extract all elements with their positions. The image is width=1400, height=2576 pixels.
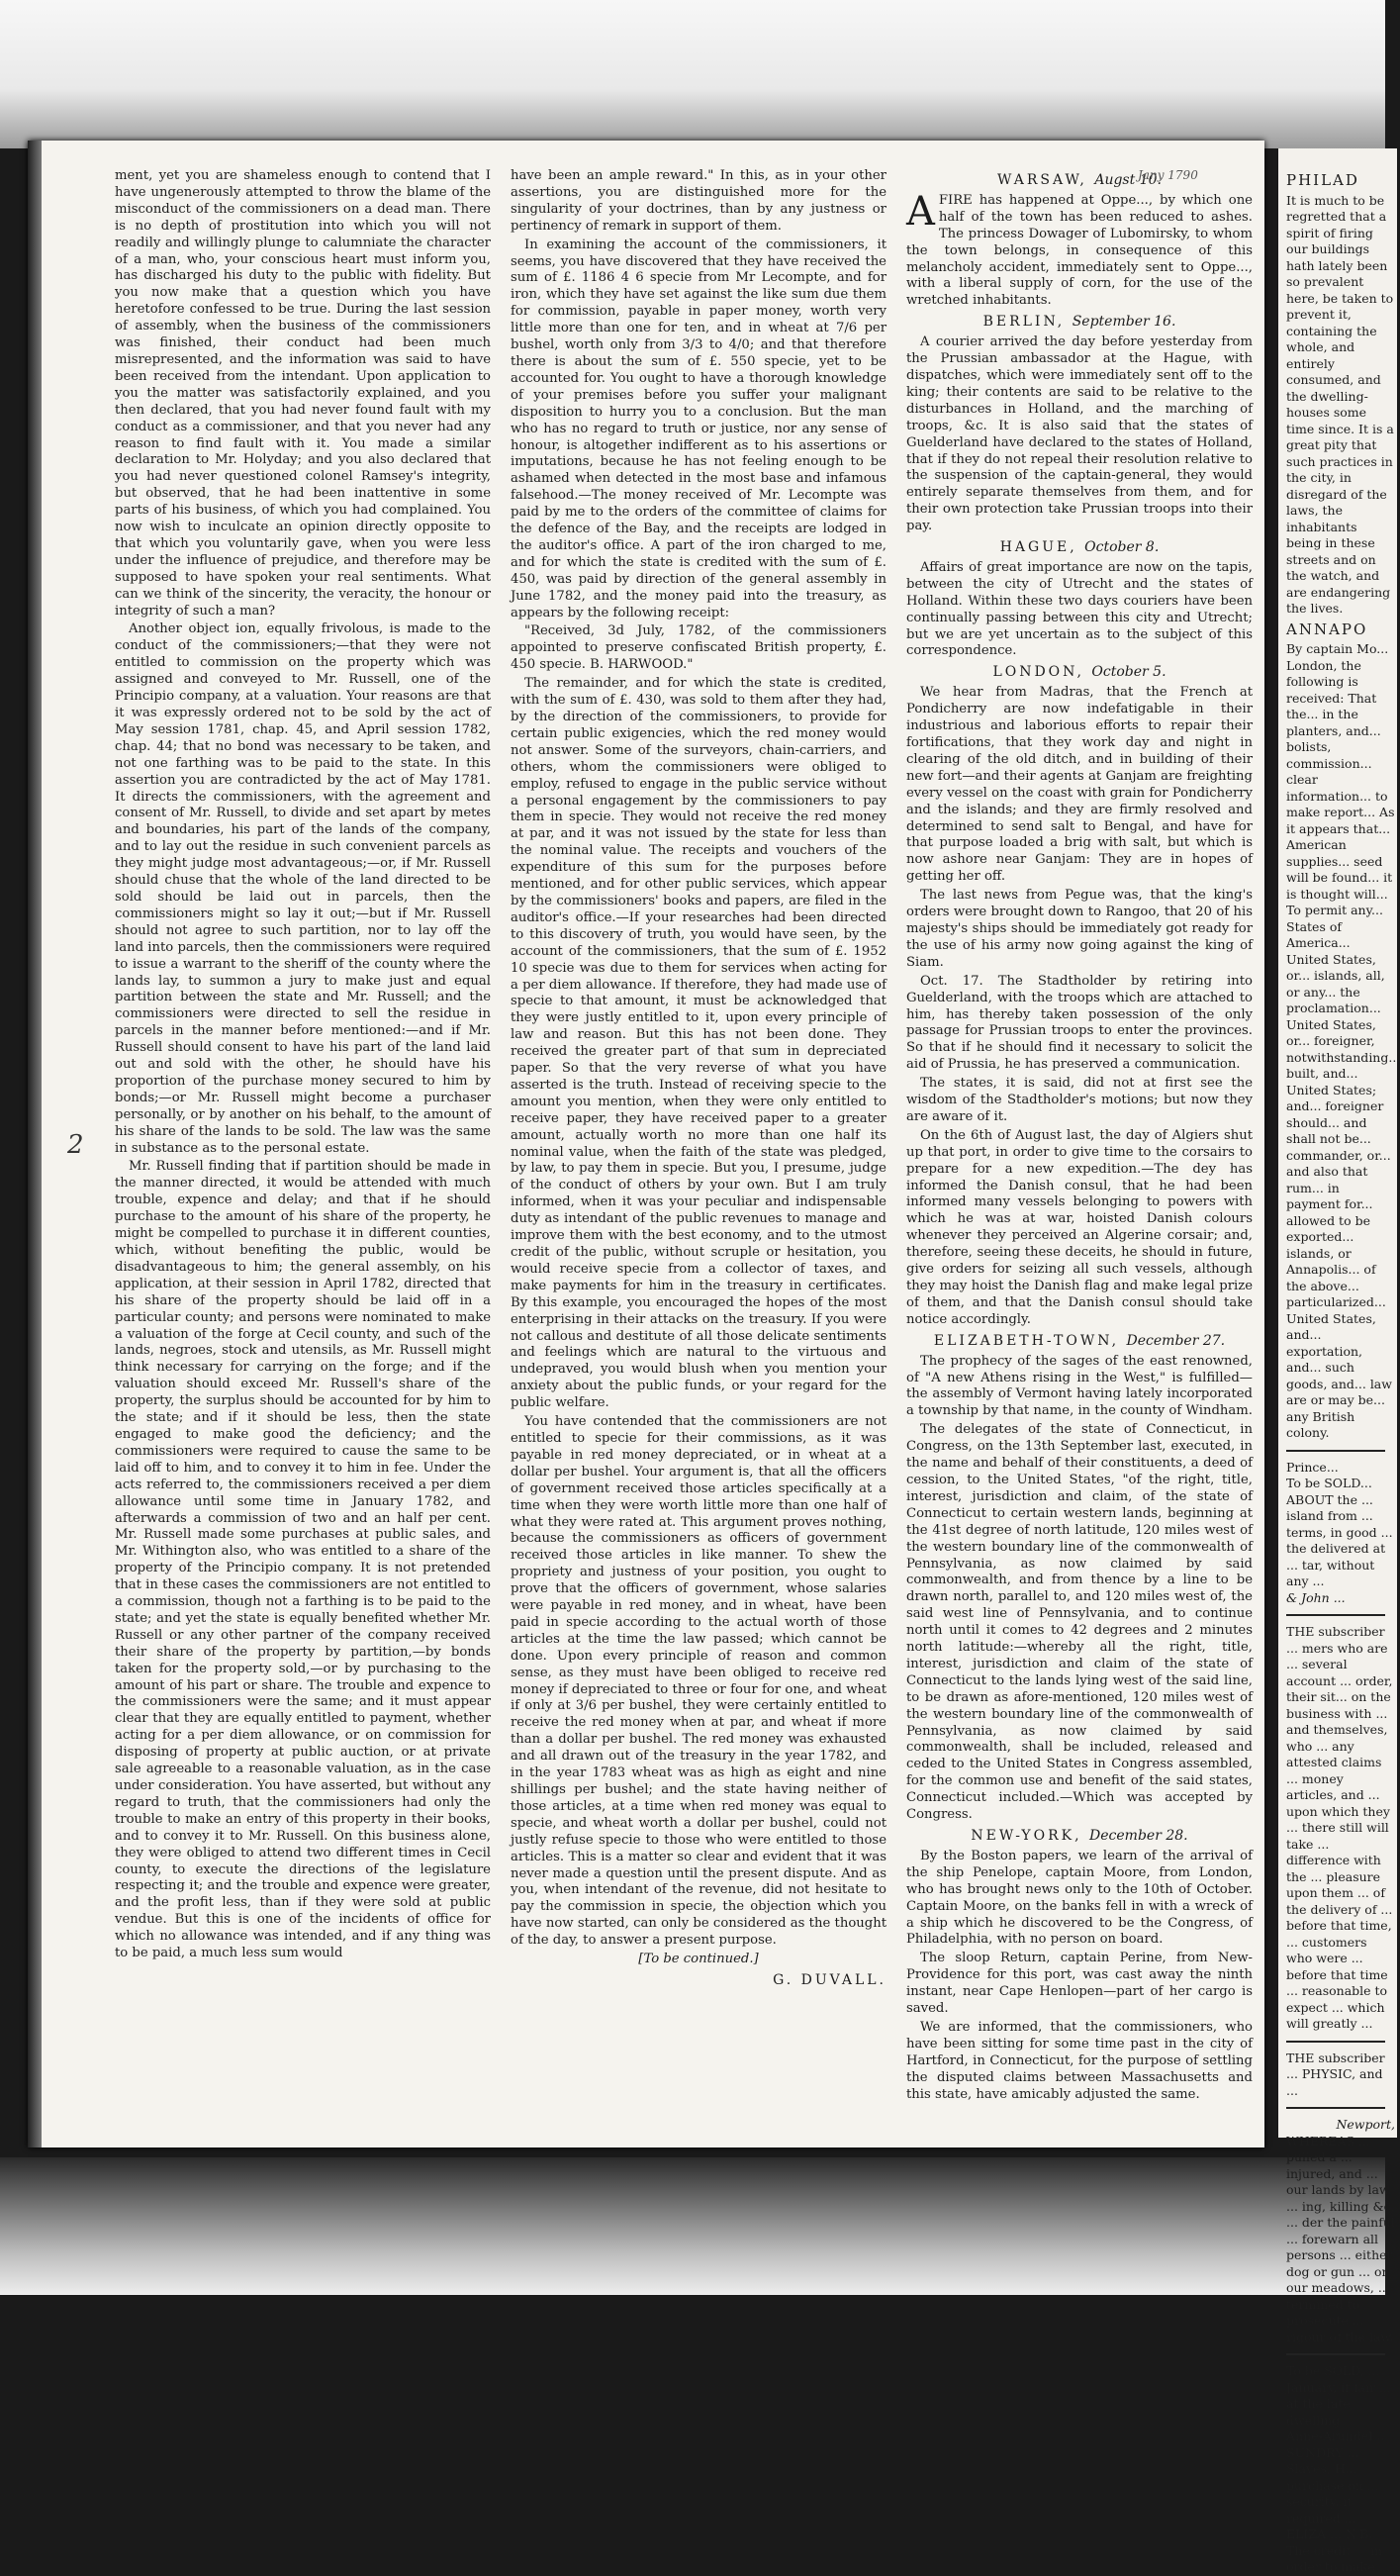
column-3 <box>906 168 1253 2106</box>
paragraph: THE subscriber ... PHYSIC, and ... <box>1286 2050 1385 2098</box>
paragraph: Prince... <box>1286 1459 1339 1475</box>
date: December 27. <box>1126 1332 1226 1349</box>
place: HAGUE, <box>999 539 1077 556</box>
heading: ANNAPO <box>1286 620 1368 638</box>
connecticut-article: The delegates of the state of Connecticut, in Congress, on the 13th September last, executed, in the name and behalf of their constituents, a deed of cession, to the United States, "of the right, title, interest, jurisdiction and claim, of the state of Connecticut to certain western lands, beginning at the 41st degree of north latitude, 120 miles west of the western boundary line of the commonwealth of Pennsylvania, as now claimed by said commonwealth, and from thence by a line to be drawn north, parallel to, and 120 miles west of, the said west line of Pennsylvania, and to continue north until it comes to 42 degrees and 2 minutes north latitude:—whereby all the right, title, interest, jurisdiction and claim of the state of Connecticut to the lands lying west of the said line, to be drawn as afore-mentioned, 120 miles west of the western boundary line of the commonwealth of Pennsylvania, as now claimed by said commonwealth, shall be included, released and ceded to the United States in Congress assembled, for the common use and benefit of the said states, Connecticut included.—Which was accepted by Congress. <box>906 1422 1253 1823</box>
scan-top-margin <box>0 0 1385 148</box>
place: WARSAW, <box>997 172 1087 188</box>
paragraph: By captain Mo... London, the following is received: That the... in the planters, and... bolists, commission... clear information... to make report... As it appears that... American supplies... seed will be found... it is thought will... To permit any... States of America... United States, or... islands, all, or any... the proclamation... United States, or... foreigner, notwithstanding... built, and... United States; and... foreigner should... and shall not be... commander, or... and also that rum... in payment for... allowed to be exported... islands, or Annapolis... of the above... particularized... United States, and... exportation, and... such goods, and... law are or may be... any British colony. <box>1286 641 1400 1440</box>
page-spine <box>28 141 42 2147</box>
divider <box>1286 2041 1385 2043</box>
elizabeth-town-article: The prophecy of the sages of the east renowned, of "A new Athens rising in the West," is fulfilled—the assembly of Vermont having lately incorporated a township by that name, in the county of Windham. <box>906 1353 1253 1419</box>
paragraph: Newport, <box>1336 2117 1395 2132</box>
margin-mark: 2 <box>67 1130 84 1160</box>
london-article: The states, it is said, did not at first see the wisdom of the Stadtholder's motions; but now they are aware of it. <box>906 1076 1253 1124</box>
berlin-article: A courier arrived the day before yesterday from the Prussian ambassador at the Hague, with dispatches, which were immediately sent off to the king; their contents are said to be relative to the disturbances in Holland, and the marching of troops, &c. It is also said that the states of Guelderland have declared to the states of Holland, that if they do not repeal their resolution relative to the suspension of the captain-general, they would entirely separate themselves from them, and for their own protection take Prussian troops into their pay. <box>906 334 1253 534</box>
adjacent-page-text <box>1286 168 1400 2576</box>
to-be-continued: [To be continued.] <box>638 1952 759 1967</box>
receipt-quote: "Received, 3d July, 1782, of the commissioners appointed to preserve confiscated British property, £. 450 specie. B. HARWOOD." <box>511 623 887 673</box>
london-article: The last news from Pegue was, that the king's orders were brought down to Rangoo, that 20 of his majesty's ships should be immediately got ready for the use of his army now going against the king of Siam. <box>906 888 1253 970</box>
drop-cap: A <box>906 188 935 235</box>
paragraph: Another object ion, equally frivolous, is made to the conduct of the commissioners;—that they were not entitled to commission on the property which was assigned and conveyed to Mr. Russell, one of the Principio company, at a valuation. Your reasons are that it was expressly ordered not to be sold by the act of May session 1781, chap. 45, and April session 1782, chap. 44; that no bond was necessary to be taken, and not one farthing was to be paid to the state. In this assertion you are contradicted by the act of May 1781. It directs the commissioners, with the agreement and consent of Mr. Russell, to divide and set apart by metes and boundaries, his part of the lands of the company, and to lay out the residue in such convenient parcels as they might judge most advantageous;—or, if Mr. Russell should chuse that the whole of the land directed to be sold should be laid out in parcels, then the commissioners might so lay it out;—but if Mr. Russell should not agree to such partition, nor to lay off the land into parcels, then the commissioners were required to issue a warrant to the sheriff of the county where the lands lay, to summon a jury to make just and equal partition between the state and Mr. Russell; and the commissioners were directed to sell the residue in parcels in the manner before mentioned:—and if Mr. Russell should consent to have his part of the land laid out and sold with the other, he should have his proportion of the purchase money secured to him by bonds;—or Mr. Russell might become a purchaser personally, or by another on his behalf, to the amount of his share of the lands to be sold. The law was the same in substance as to the personal estate. <box>115 621 491 1156</box>
paragraph: ment, yet you are shameless enough to contend that I have ungenerously attempted to throw the blame of the misconduct of the commissioners on a dead man. There is no depth of prostitution into which you will not readily and willingly plunge to calumniate the character of a man, who, your conscious heart must inform you, has discharged his duty to the public with fidelity. But you now make that a question which you have heretofore confessed to be true. During the last session of assembly, when the business of the commissioners was finished, their conduct had been much misrepresented, and the information was said to have been received from the intendant. Upon application to you the matter was satisfactorily explained, and you then declared, that you had never found fault with my conduct as a commissioner, and that you never had any reason to find fault with it. You made a similar declaration to Mr. Holyday; and you also declared that you had never questioned colonel Ramsey's integrity, but observed, that he had been inattentive in some parts of his business, of which you had complained. You now wish to inculcate an opinion directly opposite to that which you voluntarily gave, when you were less under the influence of prejudice, and therefore may be supposed to have spoken your real sentiments. What can we think of the sincerity, the veracity, the honour or integrity of such a man? <box>115 168 491 619</box>
signature: & John ... <box>1286 1589 1346 1605</box>
paragraph: To be SOLD, ... January, if fair ... at the late dwelling ... Anne-Arundel ... SUNDRY ... Slaves, H... purchase on ... security, it required ... ELIZA ... N.B. The credit ... in order to make ... <box>1286 2363 1391 2574</box>
paragraph: It is much to be regretted that a spirit of firing our buildings hath lately been so prevalent here, be taken to prevent it, containing the whole, and entirely consumed, and the dwelling-houses some time since. It is a great pity that such practices in the city, in disregard of the laws, the inhabitants being in these streets and on the watch, and are endangering the lives. <box>1286 192 1394 616</box>
handwritten-date: Jany 1790 <box>1138 168 1198 182</box>
adjacent-page-edge <box>1278 148 1400 2574</box>
paragraph: WHEREAS ... pulled a ... injured, and ... our lands by law ... ing, killing &c. ... der the painful ... forewarn all persons ... either dog or gun ... or our meadows, ... termined to prosecute ... rigour of the law. <box>1286 2133 1395 2344</box>
newspaper-page <box>28 141 1264 2147</box>
london-article: Oct. 17. The Stadtholder by retiring into Guelderland, with the troops which are attached to him, has thereby taken possession of the only passage for Prussian troops to enter the provinces. So that if he should find it necessary to solicit the aid of Prussia, he has preserved a communication. <box>906 973 1253 1073</box>
signature: G. DUVALL. <box>773 1971 887 1988</box>
column-2 <box>511 168 887 1989</box>
date: December 28. <box>1089 1828 1188 1844</box>
divider <box>1286 1614 1385 1616</box>
dateline-warsaw <box>906 172 1253 189</box>
divider <box>1286 1450 1385 1452</box>
heading: PHILAD <box>1286 171 1359 189</box>
dateline-elizabeth-town <box>906 1333 1253 1350</box>
london-article: On the 6th of August last, the day of Algiers shut up that port, in order to give time to the corsairs to prepare for a new expedition.—The dey has informed the Danish consul, that he had been informed many vessels belonging to powers with which he was at war, hoisted Danish colours whenever they perceived an Algerine corsair; and, therefore, seeing these deceits, he should in future, give orders for seizing all such vessels, although they may hoist the Danish flag and make legal prize of them, and that the Danish consul should take notice accordingly. <box>906 1127 1253 1327</box>
divider <box>1286 2353 1385 2355</box>
dateline-hague <box>906 539 1253 556</box>
scan-bottom-margin <box>0 2157 1385 2295</box>
london-article: We hear from Madras, that the French at Pondicherry are now indefatigable in their industrious and laborious efforts to repair their fortifications, that they work day and night in clearing of the old ditch, and in building of their new fort—and their agents at Ganjam are freighting every vessel on the coast with grain for Pondicherry and the islands; and they are firmly resolved and determined to send salt to Bengal, and have for that purpose loaded a brig with salt, but which is now ashore near Ganjam: They are in hopes of getting her off. <box>906 685 1253 885</box>
paragraph: THE subscriber ... mers who are ... several account ... order, their sit... on the business with ... and themselves, who ... any attested claims ... money articles, and ... upon which they ... there still will take ... difference with the ... pleasure upon them ... of the delivery of ... before that time, ... customers who were ... before that time ... reasonable to expect ... which will greatly ... <box>1286 1624 1393 2031</box>
dateline-new-york <box>906 1828 1253 1845</box>
date-handwritten: Augst 10. <box>1094 172 1162 188</box>
date: October 8. <box>1084 539 1160 556</box>
warsaw-article <box>906 188 1253 310</box>
new-york-article: The sloop Return, captain Perine, from New-Providence for this port, was cast away the ninth instant, near Cape Henlopen—part of her cargo is saved. <box>906 1951 1253 2017</box>
place: ELIZABETH-TOWN, <box>933 1332 1120 1349</box>
place: BERLIN, <box>982 314 1066 331</box>
paragraph: You have contended that the commissioners are not entitled to specie for their commissions, as it was payable in red money depreciated, or in wheat at a dollar per bushel. Your argument is, that all the officers of government received those articles specifically at a time when they were worth little more than one half of what they were rated at. This argument proves nothing, because the commissioners as officers of government received those articles in like manner. To shew the propriety and justness of your position, you ought to prove that the officers of government, whose salaries were payable in red money, and in wheat, have been paid in specie according to the actual worth of those articles at the time the law passed; which cannot be done. Upon every principle of reason and common sense, as they must have been obliged to receive red money if depreciated to three or four for one, and wheat if only at 3/6 per bushel, they were certainly entitled to receive the red money when at par, and wheat if more than a dollar per bushel. The red money was exhausted and all drawn out of the treasury in the year 1782, and in the year 1783 wheat was as high as eight and nine shillings per bushel; and the state having neither of those articles, at a time when red money was equal to specie, and wheat worth a dollar per bushel, could not justly refuse specie to those who were entitled to those articles. This is a matter so clear and evident that it was never made a question until the present dispute. And as you, when intendant of the revenue, did not hesitate to pay the commission in specie, the objection which you have now started, can only be considered as the thought of the day, to answer a present purpose. <box>511 1414 887 1949</box>
article-text: FIRE has happened at Oppe..., by which one half of the town has been reduced to ashes. The princess Dowager of Lubomirsky, to whom the town belongs, in consequence of this melancholy accident, immediately sent to Oppe..., with a liberal supply of corn, for the use of the wretched inhabitants. <box>906 192 1253 309</box>
divider <box>1286 2107 1385 2109</box>
paragraph: have been an ample reward." In this, as in your other assertions, you are distinguished more for the singularity of your doctrines, than by any justness or pertinency of remark in support of them. <box>511 168 887 234</box>
paragraph: Mr. Russell finding that if partition should be made in the manner directed, it would be attended with much trouble, expence and delay; and that if he should purchase to the amount of his share of the property, he might be compelled to purchase it in different counties, which, without benefiting the public, would be disadvantageous to him; the general assembly, on his application, at their session in April 1782, directed that his share of the property should be laid off in a particular county; and persons were nominated to make a valuation of the forge at Cecil county, and such of the lands, negroes, stock and utensils, as Mr. Russell might think necessary for carrying on the forge; and if the valuation should exceed Mr. Russell's share of the property, the surplus should be accounted for by him to the state; and if it should be less, then the state engaged to make good the deficiency; and the commissioners were required to cause the same to be laid off to him, and to convey it to him in fee. Under the acts referred to, the commissioners received a per diem allowance until some time in January 1782, and afterwards a commission of two and an half per cent. Mr. Russell made some purchases at public sales, and Mr. Withington also, who was entitled to a share of the property of the Principio company. It is not pretended that in these cases the commissioners are not entitled to a commission, though not a farthing is to be paid to the state; and yet the state is equally benefited whether Mr. Russell or any other partner of the company received their share of the property by partition,—by bonds taken for the property sold,—or by purchasing to the amount of his part or share. The trouble and expence to the commissioners were the same; and it must appear clear that they are equally entitled to payment, whether acting for a per diem allowance, or on commission for disposing of property at public auction, or at private sale agreeable to a reasonable valuation, as in the case under consideration. You have asserted, but without any regard to truth, that the commissioners had only the trouble to make an entry of this property in their books, and to convey it to Mr. Russell. On this business alone, they were obliged to attend two different times in Cecil county, to execute the directions of the legislature respecting it; and the trouble and expence were greater, and the profit less, than if they were sold at public vendue. But this is one of the incidents of office for which no allowance was intended, and if any thing was to be paid, a much less sum would <box>115 1159 491 1961</box>
dateline-london <box>906 664 1253 681</box>
new-york-article: We are informed, that the commissioners, who have been sitting for some time past in the city of Hartford, in Connecticut, for the purpose of settling the disputed claims between Massachusetts and this state, have amicably adjusted the same. <box>906 2019 1253 2102</box>
column-1 <box>115 168 491 1964</box>
hague-article: Affairs of great importance are now on the tapis, between the city of Utrecht and the states of Holland. Within these two days couriers have been continually passing between this city and Utrecht; but we are yet uncertain as to the subject of this correspondence. <box>906 559 1253 659</box>
paragraph: ABOUT the ... island from ... terms, in good ... the delivered at ... tar, without any ... <box>1286 1491 1393 1588</box>
paragraph: In examining the account of the commissioners, it seems, you have discovered that they have received the sum of £. 1186 4 6 specie from Mr Lecompte, and for iron, which they have set against the like sum due them for commission, payable in paper money, worth very little more than one for ten, and in wheat at 7/6 per bushel, worth only from 3/3 to 4/0; and that therefore there is about the sum of £. 550 specie, yet to be accounted for. You ought to have a thorough knowledge of your premises before you suffer your malignant disposition to hurry you to a conclusion. But the man who has no regard to truth or justice, nor any sense of honour, is altogether indifferent as to his assertions or imputations, because he has not feeling enough to be ashamed when detected in the most base and infamous falsehood.—The money received of Mr. Lecompte was paid by me to the orders of the committee of claims for the defence of the Bay, and the receipts are lodged in the auditor's office. A part of the iron charged to me, and for which the state is credited with the sum of £. 450, was paid by direction of the general assembly in June 1782, and the money paid into the treasury, as appears by the following receipt: <box>511 237 887 620</box>
date: October 5. <box>1091 664 1167 681</box>
new-york-article: By the Boston papers, we learn of the arrival of the ship Penelope, captain Moore, from London, who has brought news only to the 10th of October. Captain Moore, on the banks fell in with a wreck of a ship which he discovered to be the Congress, of Philadelphia, with no person on board. <box>906 1848 1253 1948</box>
dateline-berlin <box>906 314 1253 331</box>
date: September 16. <box>1072 314 1176 331</box>
paragraph: To be SOLD... <box>1286 1476 1372 1490</box>
paragraph: The remainder, and for which the state is credited, with the sum of £. 430, was sold to them after they had, by the direction of the commissioners, to provide for certain public exigencies, which the red money would not answer. Some of the surveyors, chain-carriers, and others, whom the commissioners were obliged to employ, refused to engage in the public service without a personal engagement by the commissioners to pay them in specie. They would not receive the red money at par, and it was not issued by the state for less than the nominal value. The receipts and vouchers of the expenditure of this sum for the purposes before mentioned, and for other public services, which appear by the commissioners' books and papers, are filed in the auditor's office.—If your researches had been directed to this discovery of truth, you would have seen, by the account of the commissioners, that the sum of £. 1952 10 specie was due to them for services when acting for a per diem allowance. If therefore, they had made use of specie to that amount, it must be acknowledged that they were justly entitled to it, upon every principle of law and reason. But this has not been done. They received the greater part of that sum in depreciated paper. So that the very reverse of what you have asserted is the truth. Instead of receiving specie to the amount you mention, when they were only entitled to receive paper, they have received paper to a greater amount, actually worth no more than one half its nominal value, when the faith of the state was pledged, by law, to pay them in specie. But you, I presume, judge of the conduct of others by your own. But I am truly informed, when it was your peculiar and indispensable duty as intendant of the public revenues to manage and improve them with the best economy, and to the utmost credit of the public, without scruple or hesitation, you would receive specie from a collector of taxes, and make payments for him in the treasury in certificates. By this example, you encouraged the hopes of the most enterprising in their attacks on the treasury. If you were not callous and destitute of all those delicate sentiments and feelings which are natural to the virtuous and undepraved, you would blush when you mention your anxiety about the public funds, or your regard for the public welfare. <box>511 676 887 1411</box>
place: LONDON, <box>992 664 1084 681</box>
place: NEW-YORK, <box>971 1828 1082 1844</box>
